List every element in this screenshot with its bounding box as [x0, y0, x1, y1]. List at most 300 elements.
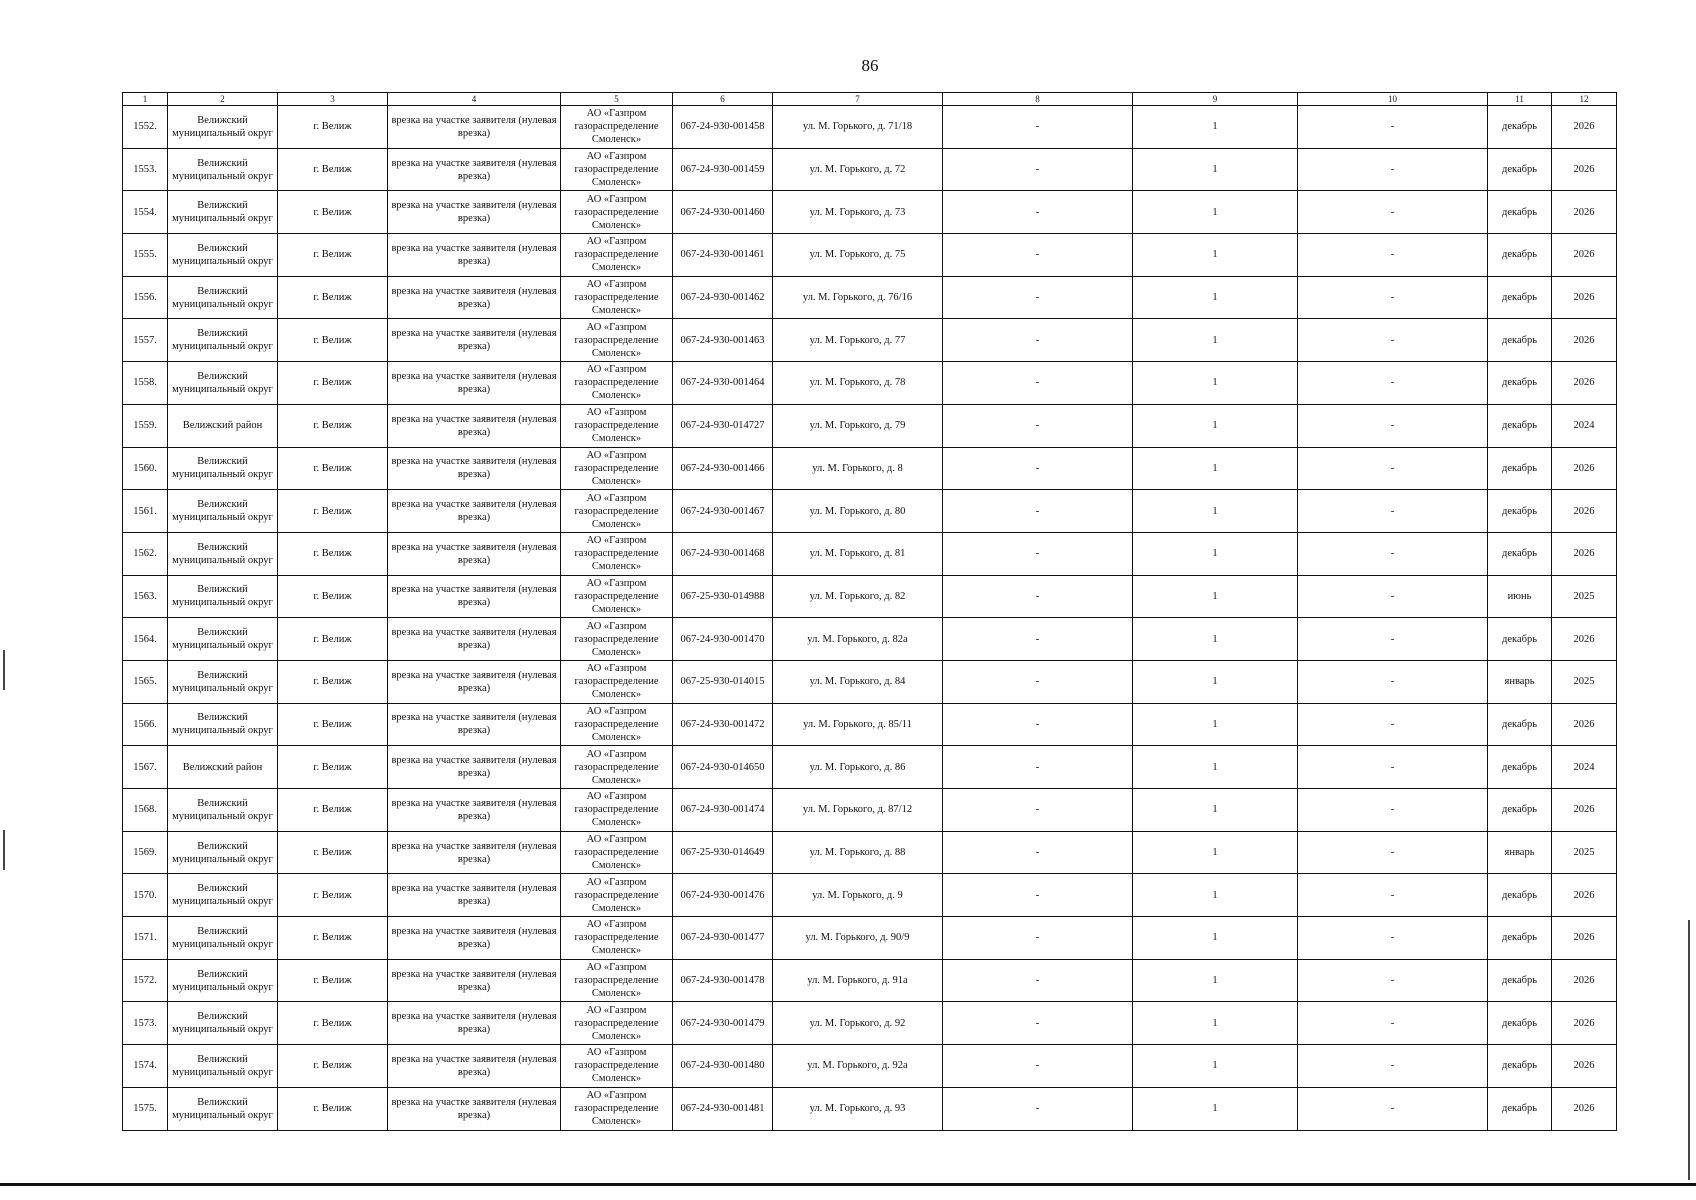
address-cell: ул. М. Горького, д. 82	[773, 575, 943, 618]
row-number: 1565.	[123, 660, 168, 703]
column-10-cell: -	[1298, 1087, 1488, 1130]
year-cell: 2026	[1552, 447, 1617, 490]
code-cell: 067-24-930-001467	[673, 490, 773, 533]
organization-cell: АО «Газпром газораспределение Смоленск»	[561, 746, 673, 789]
row-number: 1556.	[123, 276, 168, 319]
organization-cell: АО «Газпром газораспределение Смоленск»	[561, 404, 673, 447]
month-cell: декабрь	[1488, 191, 1552, 234]
table-row	[123, 874, 1617, 917]
organization-cell: АО «Газпром газораспределение Смоленск»	[561, 362, 673, 405]
table-row	[123, 746, 1617, 789]
month-cell: декабрь	[1488, 618, 1552, 661]
town-cell: г. Велиж	[278, 703, 388, 746]
column-8-cell: -	[943, 831, 1133, 874]
work-cell: врезка на участке заявителя (нулевая врезка)	[388, 106, 561, 149]
town-cell: г. Велиж	[278, 959, 388, 1002]
scan-edge-mark	[3, 830, 5, 870]
column-9-cell: 1	[1133, 703, 1298, 746]
code-cell: 067-24-930-001460	[673, 191, 773, 234]
column-10-cell: -	[1298, 874, 1488, 917]
town-cell: г. Велиж	[278, 234, 388, 277]
month-cell: декабрь	[1488, 1002, 1552, 1045]
table-row	[123, 276, 1617, 319]
town-cell: г. Велиж	[278, 1087, 388, 1130]
column-10-cell: -	[1298, 404, 1488, 447]
column-number: 10	[1298, 93, 1488, 106]
column-number: 4	[388, 93, 561, 106]
town-cell: г. Велиж	[278, 490, 388, 533]
column-number: 5	[561, 93, 673, 106]
code-cell: 067-24-930-001474	[673, 789, 773, 832]
column-10-cell: -	[1298, 106, 1488, 149]
address-cell: ул. М. Горького, д. 86	[773, 746, 943, 789]
column-10-cell: -	[1298, 148, 1488, 191]
address-cell: ул. М. Горького, д. 71/18	[773, 106, 943, 149]
address-cell: ул. М. Горького, д. 87/12	[773, 789, 943, 832]
year-cell: 2026	[1552, 917, 1617, 960]
column-number: 6	[673, 93, 773, 106]
district-cell: Велижский муниципальный округ	[168, 148, 278, 191]
column-number: 11	[1488, 93, 1552, 106]
column-10-cell: -	[1298, 618, 1488, 661]
code-cell: 067-25-930-014015	[673, 660, 773, 703]
work-cell: врезка на участке заявителя (нулевая врезка)	[388, 362, 561, 405]
column-number: 12	[1552, 93, 1617, 106]
column-8-cell: -	[943, 874, 1133, 917]
row-number: 1563.	[123, 575, 168, 618]
table-row	[123, 1087, 1617, 1130]
district-cell: Велижский муниципальный округ	[168, 1002, 278, 1045]
code-cell: 067-24-930-014650	[673, 746, 773, 789]
column-8-cell: -	[943, 660, 1133, 703]
column-9-cell: 1	[1133, 276, 1298, 319]
column-10-cell: -	[1298, 660, 1488, 703]
column-9-cell: 1	[1133, 575, 1298, 618]
organization-cell: АО «Газпром газораспределение Смоленск»	[561, 618, 673, 661]
address-cell: ул. М. Горького, д. 76/16	[773, 276, 943, 319]
row-number: 1566.	[123, 703, 168, 746]
month-cell: декабрь	[1488, 703, 1552, 746]
work-cell: врезка на участке заявителя (нулевая врезка)	[388, 1087, 561, 1130]
address-cell: ул. М. Горького, д. 90/9	[773, 917, 943, 960]
organization-cell: АО «Газпром газораспределение Смоленск»	[561, 874, 673, 917]
table-row	[123, 789, 1617, 832]
column-9-cell: 1	[1133, 404, 1298, 447]
table-row	[123, 917, 1617, 960]
organization-cell: АО «Газпром газораспределение Смоленск»	[561, 532, 673, 575]
column-8-cell: -	[943, 319, 1133, 362]
row-number: 1572.	[123, 959, 168, 1002]
column-10-cell: -	[1298, 532, 1488, 575]
row-number: 1564.	[123, 618, 168, 661]
address-cell: ул. М. Горького, д. 82а	[773, 618, 943, 661]
month-cell: январь	[1488, 660, 1552, 703]
month-cell: декабрь	[1488, 362, 1552, 405]
address-cell: ул. М. Горького, д. 8	[773, 447, 943, 490]
year-cell: 2026	[1552, 148, 1617, 191]
column-8-cell: -	[943, 404, 1133, 447]
address-cell: ул. М. Горького, д. 91а	[773, 959, 943, 1002]
work-cell: врезка на участке заявителя (нулевая врезка)	[388, 789, 561, 832]
work-cell: врезка на участке заявителя (нулевая врезка)	[388, 874, 561, 917]
organization-cell: АО «Газпром газораспределение Смоленск»	[561, 703, 673, 746]
code-cell: 067-24-930-001481	[673, 1087, 773, 1130]
town-cell: г. Велиж	[278, 660, 388, 703]
town-cell: г. Велиж	[278, 746, 388, 789]
year-cell: 2026	[1552, 106, 1617, 149]
organization-cell: АО «Газпром газораспределение Смоленск»	[561, 660, 673, 703]
code-cell: 067-24-930-001459	[673, 148, 773, 191]
code-cell: 067-24-930-001479	[673, 1002, 773, 1045]
district-cell: Велижский муниципальный округ	[168, 532, 278, 575]
bottom-rule	[0, 1183, 1696, 1186]
column-number: 2	[168, 93, 278, 106]
column-8-cell: -	[943, 106, 1133, 149]
column-10-cell: -	[1298, 917, 1488, 960]
work-cell: врезка на участке заявителя (нулевая врезка)	[388, 148, 561, 191]
organization-cell: АО «Газпром газораспределение Смоленск»	[561, 831, 673, 874]
organization-cell: АО «Газпром газораспределение Смоленск»	[561, 148, 673, 191]
column-9-cell: 1	[1133, 1002, 1298, 1045]
work-cell: врезка на участке заявителя (нулевая врезка)	[388, 959, 561, 1002]
row-number: 1555.	[123, 234, 168, 277]
address-cell: ул. М. Горького, д. 92	[773, 1002, 943, 1045]
address-cell: ул. М. Горького, д. 92а	[773, 1045, 943, 1088]
town-cell: г. Велиж	[278, 404, 388, 447]
work-cell: врезка на участке заявителя (нулевая врезка)	[388, 319, 561, 362]
district-cell: Велижский муниципальный округ	[168, 191, 278, 234]
month-cell: январь	[1488, 831, 1552, 874]
column-8-cell: -	[943, 234, 1133, 277]
column-10-cell: -	[1298, 703, 1488, 746]
year-cell: 2025	[1552, 831, 1617, 874]
column-9-cell: 1	[1133, 789, 1298, 832]
town-cell: г. Велиж	[278, 106, 388, 149]
organization-cell: АО «Газпром газораспределение Смоленск»	[561, 917, 673, 960]
column-8-cell: -	[943, 532, 1133, 575]
district-cell: Велижский муниципальный округ	[168, 1045, 278, 1088]
organization-cell: АО «Газпром газораспределение Смоленск»	[561, 1087, 673, 1130]
column-10-cell: -	[1298, 575, 1488, 618]
organization-cell: АО «Газпром газораспределение Смоленск»	[561, 276, 673, 319]
address-cell: ул. М. Горького, д. 80	[773, 490, 943, 533]
column-8-cell: -	[943, 917, 1133, 960]
organization-cell: АО «Газпром газораспределение Смоленск»	[561, 106, 673, 149]
row-number: 1553.	[123, 148, 168, 191]
month-cell: декабрь	[1488, 789, 1552, 832]
district-cell: Велижский муниципальный округ	[168, 106, 278, 149]
row-number: 1558.	[123, 362, 168, 405]
column-8-cell: -	[943, 490, 1133, 533]
code-cell: 067-24-930-001458	[673, 106, 773, 149]
column-8-cell: -	[943, 362, 1133, 405]
year-cell: 2026	[1552, 703, 1617, 746]
organization-cell: АО «Газпром газораспределение Смоленск»	[561, 319, 673, 362]
column-10-cell: -	[1298, 1002, 1488, 1045]
month-cell: декабрь	[1488, 447, 1552, 490]
year-cell: 2026	[1552, 276, 1617, 319]
column-8-cell: -	[943, 1087, 1133, 1130]
row-number: 1573.	[123, 1002, 168, 1045]
work-cell: врезка на участке заявителя (нулевая врезка)	[388, 404, 561, 447]
column-10-cell: -	[1298, 746, 1488, 789]
address-cell: ул. М. Горького, д. 93	[773, 1087, 943, 1130]
column-10-cell: -	[1298, 191, 1488, 234]
organization-cell: АО «Газпром газораспределение Смоленск»	[561, 447, 673, 490]
year-cell: 2026	[1552, 618, 1617, 661]
table-row	[123, 1045, 1617, 1088]
column-8-cell: -	[943, 191, 1133, 234]
column-9-cell: 1	[1133, 1045, 1298, 1088]
column-9-cell: 1	[1133, 319, 1298, 362]
row-number: 1559.	[123, 404, 168, 447]
table-row	[123, 575, 1617, 618]
district-cell: Велижский район	[168, 746, 278, 789]
organization-cell: АО «Газпром газораспределение Смоленск»	[561, 1045, 673, 1088]
town-cell: г. Велиж	[278, 276, 388, 319]
column-number: 3	[278, 93, 388, 106]
work-cell: врезка на участке заявителя (нулевая врезка)	[388, 1002, 561, 1045]
year-cell: 2026	[1552, 789, 1617, 832]
town-cell: г. Велиж	[278, 831, 388, 874]
district-cell: Велижский муниципальный округ	[168, 234, 278, 277]
code-cell: 067-24-930-001462	[673, 276, 773, 319]
page-number: 86	[861, 56, 879, 75]
code-cell: 067-25-930-014649	[673, 831, 773, 874]
column-10-cell: -	[1298, 319, 1488, 362]
table-row	[123, 831, 1617, 874]
month-cell: декабрь	[1488, 959, 1552, 1002]
work-cell: врезка на участке заявителя (нулевая врезка)	[388, 276, 561, 319]
town-cell: г. Велиж	[278, 148, 388, 191]
column-8-cell: -	[943, 1002, 1133, 1045]
work-cell: врезка на участке заявителя (нулевая врезка)	[388, 234, 561, 277]
table-row	[123, 959, 1617, 1002]
month-cell: декабрь	[1488, 106, 1552, 149]
column-number: 8	[943, 93, 1133, 106]
column-8-cell: -	[943, 959, 1133, 1002]
column-number-row	[123, 93, 1617, 106]
district-cell: Велижский муниципальный округ	[168, 1087, 278, 1130]
code-cell: 067-24-930-001476	[673, 874, 773, 917]
row-number: 1568.	[123, 789, 168, 832]
month-cell: декабрь	[1488, 319, 1552, 362]
organization-cell: АО «Газпром газораспределение Смоленск»	[561, 959, 673, 1002]
code-cell: 067-24-930-001464	[673, 362, 773, 405]
column-8-cell: -	[943, 789, 1133, 832]
column-9-cell: 1	[1133, 746, 1298, 789]
year-cell: 2024	[1552, 746, 1617, 789]
column-9-cell: 1	[1133, 874, 1298, 917]
code-cell: 067-24-930-001480	[673, 1045, 773, 1088]
column-8-cell: -	[943, 746, 1133, 789]
column-number: 9	[1133, 93, 1298, 106]
month-cell: декабрь	[1488, 1045, 1552, 1088]
column-9-cell: 1	[1133, 831, 1298, 874]
district-cell: Велижский район	[168, 404, 278, 447]
address-cell: ул. М. Горького, д. 85/11	[773, 703, 943, 746]
district-cell: Велижский муниципальный округ	[168, 703, 278, 746]
code-cell: 067-25-930-014988	[673, 575, 773, 618]
organization-cell: АО «Газпром газораспределение Смоленск»	[561, 575, 673, 618]
row-number: 1561.	[123, 490, 168, 533]
year-cell: 2026	[1552, 191, 1617, 234]
town-cell: г. Велиж	[278, 575, 388, 618]
code-cell: 067-24-930-014727	[673, 404, 773, 447]
district-cell: Велижский муниципальный округ	[168, 831, 278, 874]
table-row	[123, 703, 1617, 746]
code-cell: 067-24-930-001472	[673, 703, 773, 746]
column-10-cell: -	[1298, 789, 1488, 832]
month-cell: декабрь	[1488, 1087, 1552, 1130]
column-10-cell: -	[1298, 362, 1488, 405]
district-cell: Велижский муниципальный округ	[168, 575, 278, 618]
town-cell: г. Велиж	[278, 789, 388, 832]
town-cell: г. Велиж	[278, 874, 388, 917]
table-body	[123, 106, 1617, 1131]
year-cell: 2026	[1552, 1087, 1617, 1130]
row-number: 1557.	[123, 319, 168, 362]
address-cell: ул. М. Горького, д. 77	[773, 319, 943, 362]
column-9-cell: 1	[1133, 1087, 1298, 1130]
row-number: 1575.	[123, 1087, 168, 1130]
town-cell: г. Велиж	[278, 319, 388, 362]
code-cell: 067-24-930-001477	[673, 917, 773, 960]
work-cell: врезка на участке заявителя (нулевая врезка)	[388, 618, 561, 661]
address-cell: ул. М. Горького, д. 81	[773, 532, 943, 575]
column-9-cell: 1	[1133, 191, 1298, 234]
row-number: 1567.	[123, 746, 168, 789]
address-cell: ул. М. Горького, д. 72	[773, 148, 943, 191]
work-cell: врезка на участке заявителя (нулевая врезка)	[388, 575, 561, 618]
work-cell: врезка на участке заявителя (нулевая врезка)	[388, 447, 561, 490]
column-9-cell: 1	[1133, 618, 1298, 661]
table-row	[123, 532, 1617, 575]
district-cell: Велижский муниципальный округ	[168, 447, 278, 490]
work-cell: врезка на участке заявителя (нулевая врезка)	[388, 1045, 561, 1088]
table-row	[123, 191, 1617, 234]
work-cell: врезка на участке заявителя (нулевая врезка)	[388, 490, 561, 533]
table-row	[123, 660, 1617, 703]
table-row	[123, 148, 1617, 191]
column-number: 7	[773, 93, 943, 106]
column-8-cell: -	[943, 276, 1133, 319]
table-row	[123, 106, 1617, 149]
row-number: 1562.	[123, 532, 168, 575]
registry-table	[122, 92, 1617, 1131]
address-cell: ул. М. Горького, д. 78	[773, 362, 943, 405]
column-10-cell: -	[1298, 447, 1488, 490]
row-number: 1554.	[123, 191, 168, 234]
column-9-cell: 1	[1133, 660, 1298, 703]
work-cell: врезка на участке заявителя (нулевая врезка)	[388, 831, 561, 874]
column-9-cell: 1	[1133, 447, 1298, 490]
code-cell: 067-24-930-001461	[673, 234, 773, 277]
column-8-cell: -	[943, 1045, 1133, 1088]
address-cell: ул. М. Горького, д. 84	[773, 660, 943, 703]
year-cell: 2026	[1552, 959, 1617, 1002]
column-9-cell: 1	[1133, 106, 1298, 149]
year-cell: 2026	[1552, 490, 1617, 533]
district-cell: Велижский муниципальный округ	[168, 490, 278, 533]
district-cell: Велижский муниципальный округ	[168, 874, 278, 917]
column-10-cell: -	[1298, 959, 1488, 1002]
month-cell: декабрь	[1488, 490, 1552, 533]
column-9-cell: 1	[1133, 917, 1298, 960]
column-9-cell: 1	[1133, 362, 1298, 405]
row-number: 1574.	[123, 1045, 168, 1088]
district-cell: Велижский муниципальный округ	[168, 319, 278, 362]
year-cell: 2026	[1552, 234, 1617, 277]
month-cell: декабрь	[1488, 276, 1552, 319]
town-cell: г. Велиж	[278, 532, 388, 575]
year-cell: 2026	[1552, 1045, 1617, 1088]
year-cell: 2026	[1552, 362, 1617, 405]
address-cell: ул. М. Горького, д. 73	[773, 191, 943, 234]
column-9-cell: 1	[1133, 490, 1298, 533]
month-cell: декабрь	[1488, 404, 1552, 447]
month-cell: июнь	[1488, 575, 1552, 618]
column-9-cell: 1	[1133, 959, 1298, 1002]
month-cell: декабрь	[1488, 746, 1552, 789]
organization-cell: АО «Газпром газораспределение Смоленск»	[561, 490, 673, 533]
row-number: 1560.	[123, 447, 168, 490]
column-10-cell: -	[1298, 276, 1488, 319]
table-row	[123, 234, 1617, 277]
year-cell: 2026	[1552, 1002, 1617, 1045]
column-9-cell: 1	[1133, 234, 1298, 277]
town-cell: г. Велиж	[278, 1045, 388, 1088]
table-row	[123, 362, 1617, 405]
district-cell: Велижский муниципальный округ	[168, 917, 278, 960]
month-cell: декабрь	[1488, 917, 1552, 960]
table-row	[123, 490, 1617, 533]
organization-cell: АО «Газпром газораспределение Смоленск»	[561, 1002, 673, 1045]
district-cell: Велижский муниципальный округ	[168, 660, 278, 703]
code-cell: 067-24-930-001468	[673, 532, 773, 575]
work-cell: врезка на участке заявителя (нулевая врезка)	[388, 191, 561, 234]
table-row	[123, 1002, 1617, 1045]
address-cell: ул. М. Горького, д. 75	[773, 234, 943, 277]
column-8-cell: -	[943, 575, 1133, 618]
column-10-cell: -	[1298, 490, 1488, 533]
town-cell: г. Велиж	[278, 362, 388, 405]
column-10-cell: -	[1298, 831, 1488, 874]
year-cell: 2026	[1552, 532, 1617, 575]
year-cell: 2024	[1552, 404, 1617, 447]
work-cell: врезка на участке заявителя (нулевая врезка)	[388, 746, 561, 789]
column-10-cell: -	[1298, 234, 1488, 277]
table-row	[123, 404, 1617, 447]
work-cell: врезка на участке заявителя (нулевая врезка)	[388, 532, 561, 575]
town-cell: г. Велиж	[278, 917, 388, 960]
table-row	[123, 618, 1617, 661]
row-number: 1569.	[123, 831, 168, 874]
address-cell: ул. М. Горького, д. 9	[773, 874, 943, 917]
district-cell: Велижский муниципальный округ	[168, 618, 278, 661]
month-cell: декабрь	[1488, 874, 1552, 917]
scan-edge-mark	[3, 650, 5, 690]
row-number: 1571.	[123, 917, 168, 960]
column-8-cell: -	[943, 148, 1133, 191]
year-cell: 2026	[1552, 319, 1617, 362]
month-cell: декабрь	[1488, 148, 1552, 191]
row-number: 1552.	[123, 106, 168, 149]
column-9-cell: 1	[1133, 532, 1298, 575]
code-cell: 067-24-930-001466	[673, 447, 773, 490]
code-cell: 067-24-930-001478	[673, 959, 773, 1002]
address-cell: ул. М. Горького, д. 88	[773, 831, 943, 874]
